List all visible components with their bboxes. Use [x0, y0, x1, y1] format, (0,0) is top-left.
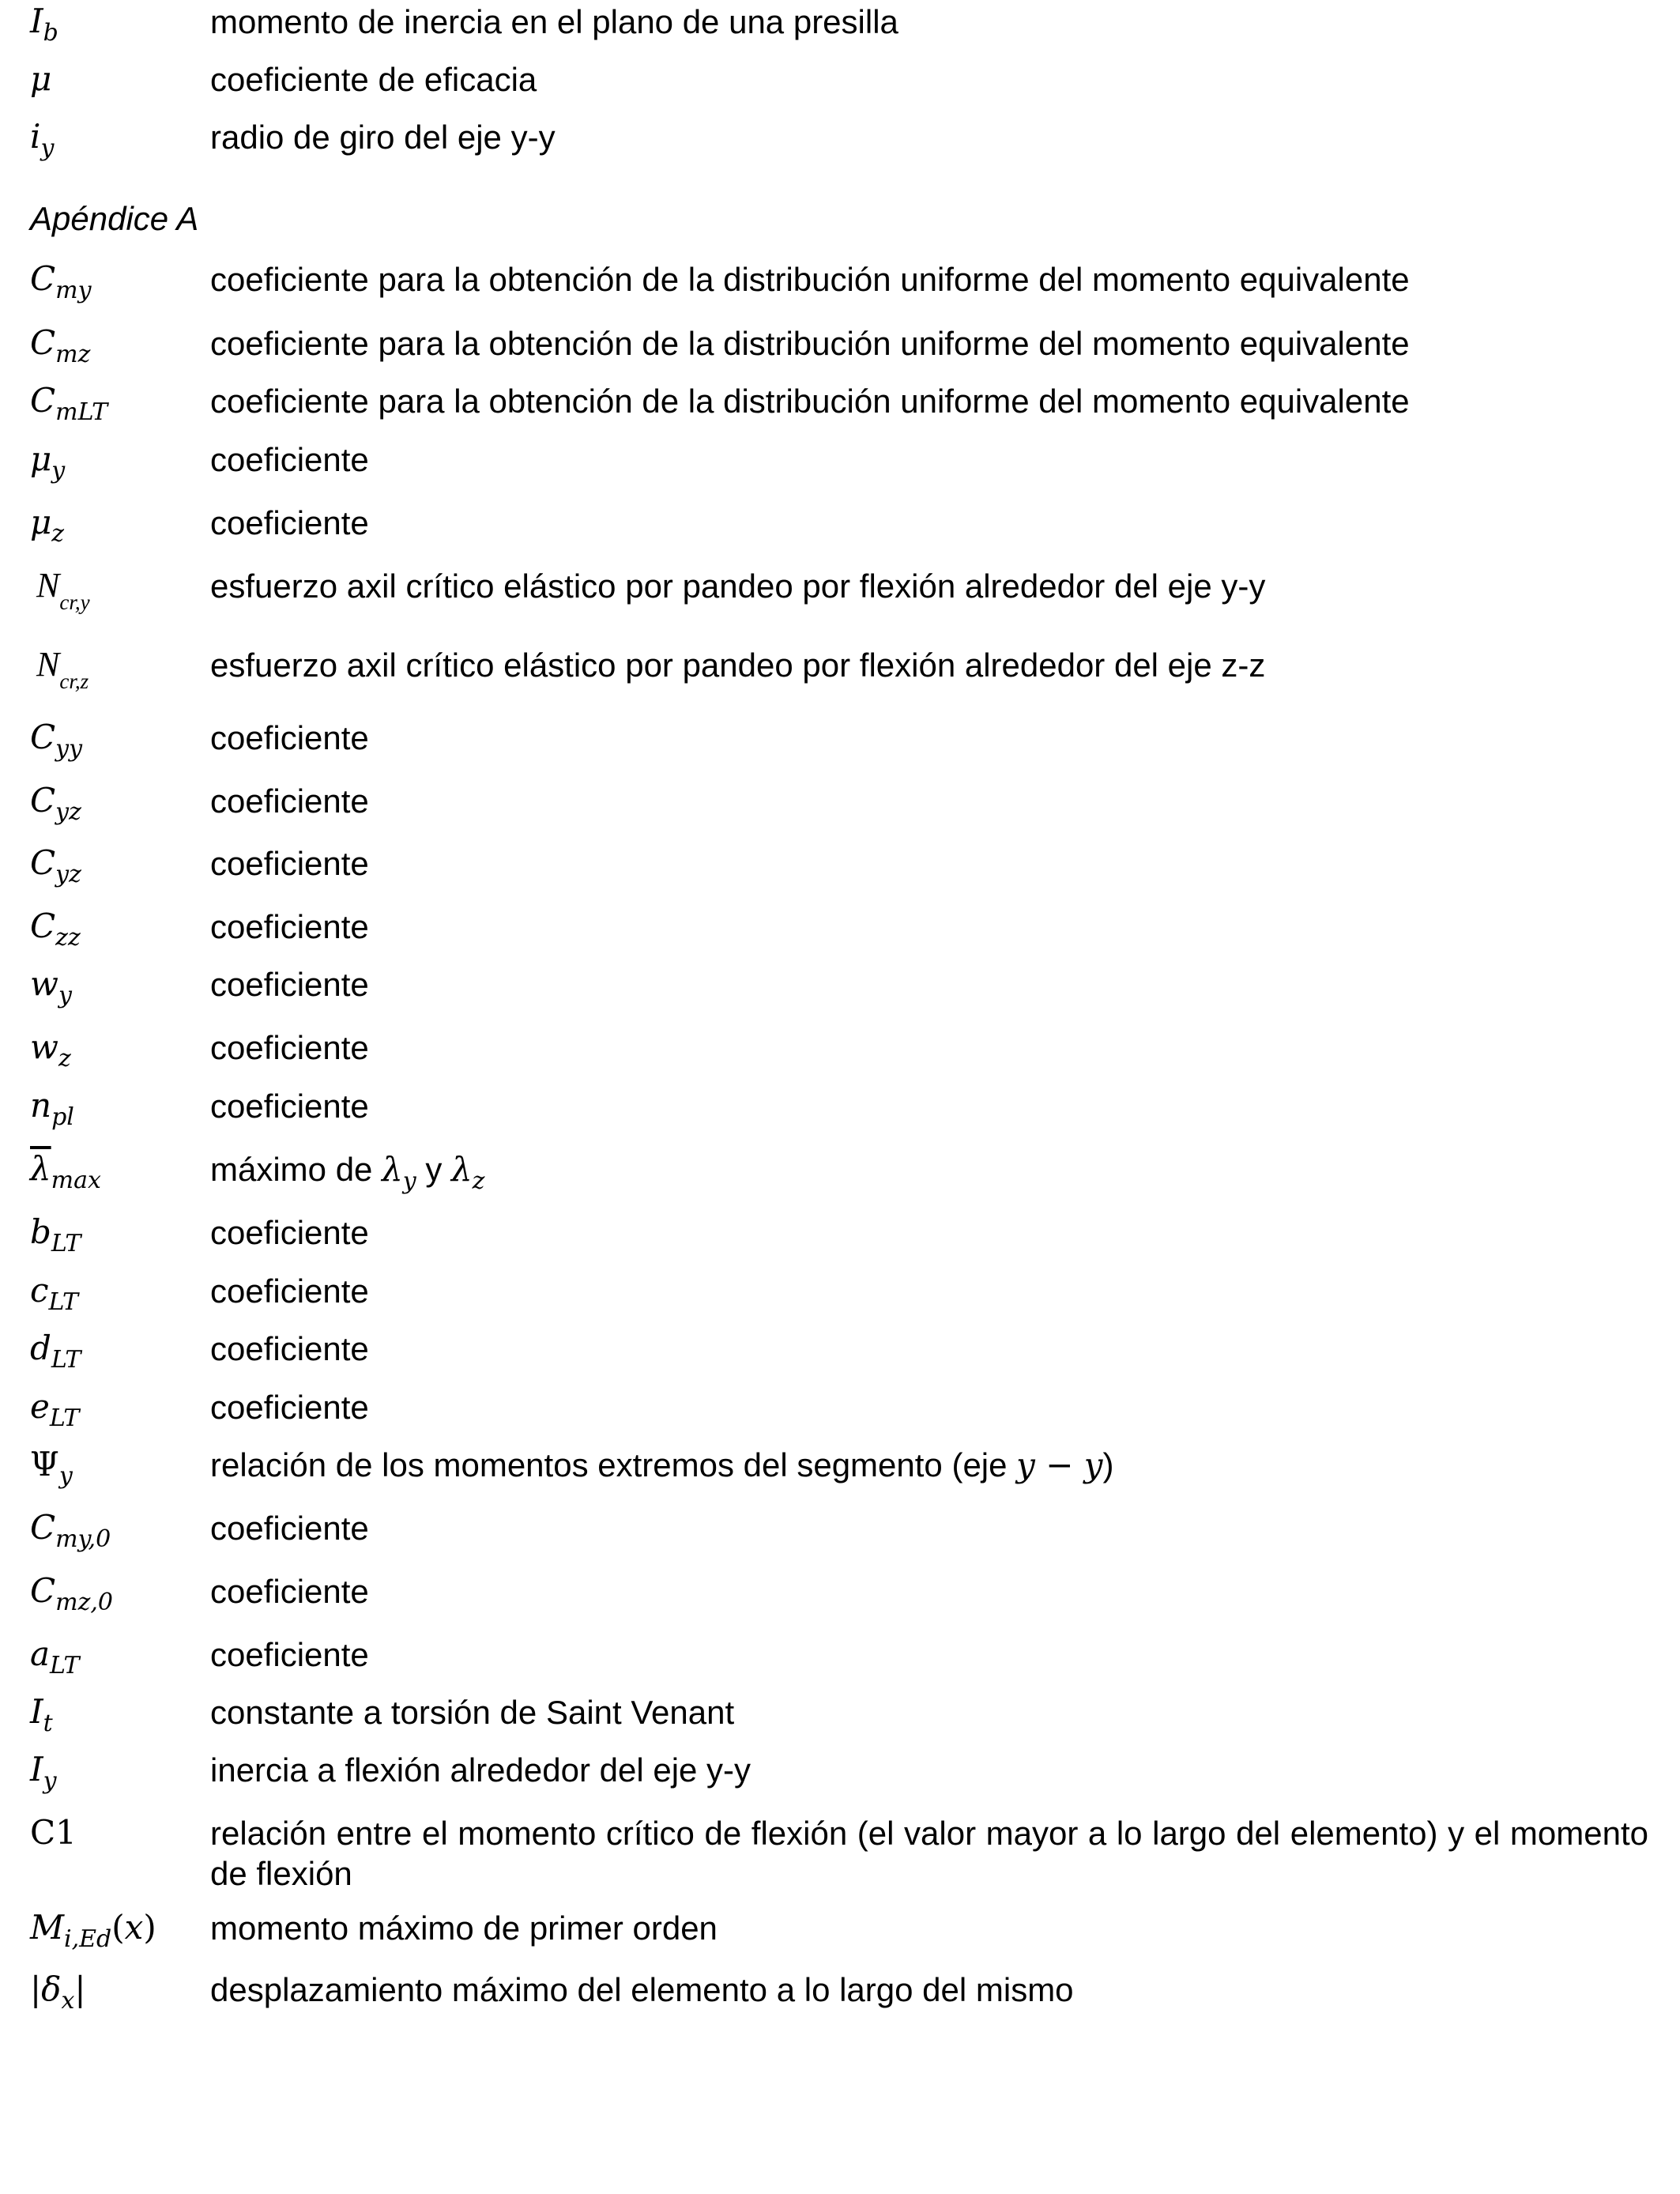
- description: coeficiente: [210, 1389, 369, 1426]
- description: momento de inercia en el plano de una presilla: [210, 3, 898, 40]
- description: relación entre el momento crítico de flexión (el valor mayor a lo largo del elemento) y el momento de flexión: [210, 1815, 1648, 1892]
- description: coeficiente: [210, 441, 369, 478]
- symbol: $w_y$: [30, 964, 72, 1009]
- symbol: $\Psi_y$: [30, 1445, 73, 1490]
- description: coeficiente: [210, 966, 369, 1003]
- symbol: $C_{my}$: [30, 259, 92, 304]
- symbol: $C_{yz}$: [30, 781, 81, 826]
- symbol: $|\delta_x|$: [30, 1970, 86, 2015]
- symbol: $C_{zz}$: [30, 907, 81, 952]
- description: coeficiente: [210, 1636, 369, 1673]
- symbol: μ: [30, 59, 52, 98]
- section-heading: Apéndice A: [30, 200, 199, 237]
- description: coeficiente: [210, 504, 369, 541]
- description: coeficiente: [210, 1330, 369, 1367]
- symbol: $w_z$: [30, 1027, 71, 1072]
- description: coeficiente: [210, 1272, 369, 1310]
- symbol: $\mu_y$: [30, 439, 66, 484]
- description: coeficiente para la obtención de la distribución uniforme del momento equivalente: [210, 325, 1410, 362]
- symbol: $i_y$: [30, 117, 55, 162]
- description: máximo de $\lambda_y$ y $\lambda_z$: [210, 1150, 485, 1195]
- symbol: $I_t$: [30, 1692, 53, 1737]
- description: coeficiente: [210, 1029, 369, 1066]
- description: coeficiente: [210, 1088, 369, 1125]
- description: constante a torsión de Saint Venant: [210, 1694, 735, 1731]
- symbol: $e_{LT}$: [30, 1387, 80, 1432]
- symbol: $N_{cr,z}$: [36, 645, 89, 693]
- description: coeficiente de eficacia: [210, 61, 537, 98]
- description: momento máximo de primer orden: [210, 1909, 718, 1947]
- description: coeficiente: [210, 845, 369, 882]
- description: relación de los momentos extremos del segmento (eje y − y): [210, 1446, 1114, 1484]
- symbol: $d_{LT}$: [30, 1329, 81, 1374]
- description: coeficiente para la obtención de la distribución uniforme del momento equivalente: [210, 261, 1410, 298]
- description: coeficiente: [210, 782, 369, 820]
- symbol: $b_{LT}$: [30, 1212, 81, 1257]
- symbol: $\mu_z$: [30, 503, 65, 548]
- description: coeficiente para la obtención de la distribución uniforme del momento equivalente: [210, 383, 1410, 420]
- symbol: $C_{yz}$: [30, 843, 81, 888]
- description: coeficiente: [210, 719, 369, 756]
- symbol: $C_{mz,0}$: [30, 1571, 114, 1616]
- symbol: $C_{yy}$: [30, 718, 83, 763]
- symbol: C1: [30, 1813, 77, 1852]
- description: esfuerzo axil crítico elástico por pandeo por flexión alrededor del eje z-z: [210, 647, 1266, 684]
- symbol: $I_b$: [30, 2, 58, 47]
- description: coeficiente: [210, 1510, 369, 1547]
- description: esfuerzo axil crítico elástico por pandeo por flexión alrededor del eje y-y: [210, 567, 1266, 605]
- description: inercia a flexión alrededor del eje y-y: [210, 1751, 751, 1789]
- symbol: $C_{my,0}$: [30, 1508, 111, 1553]
- description: coeficiente: [210, 1214, 369, 1251]
- description: desplazamiento máximo del elemento a lo largo del mismo: [210, 1971, 1074, 2008]
- description: coeficiente: [210, 1573, 369, 1610]
- symbol: $c_{LT}$: [30, 1271, 79, 1316]
- symbol: $C_{mLT}$: [30, 381, 108, 426]
- description: radio de giro del eje y-y: [210, 119, 556, 156]
- symbol: $N_{cr,y}$: [36, 566, 90, 614]
- description: coeficiente: [210, 908, 369, 945]
- symbol: $n_{pl}$: [30, 1086, 74, 1131]
- symbol: $\overline{\lambda}_{max}$: [30, 1149, 101, 1194]
- symbol: $a_{LT}$: [30, 1634, 80, 1679]
- symbol: $C_{mz}$: [30, 323, 91, 368]
- symbol: $M_{i,Ed}(x)$: [30, 1908, 156, 1953]
- symbol: $I_y$: [30, 1750, 57, 1795]
